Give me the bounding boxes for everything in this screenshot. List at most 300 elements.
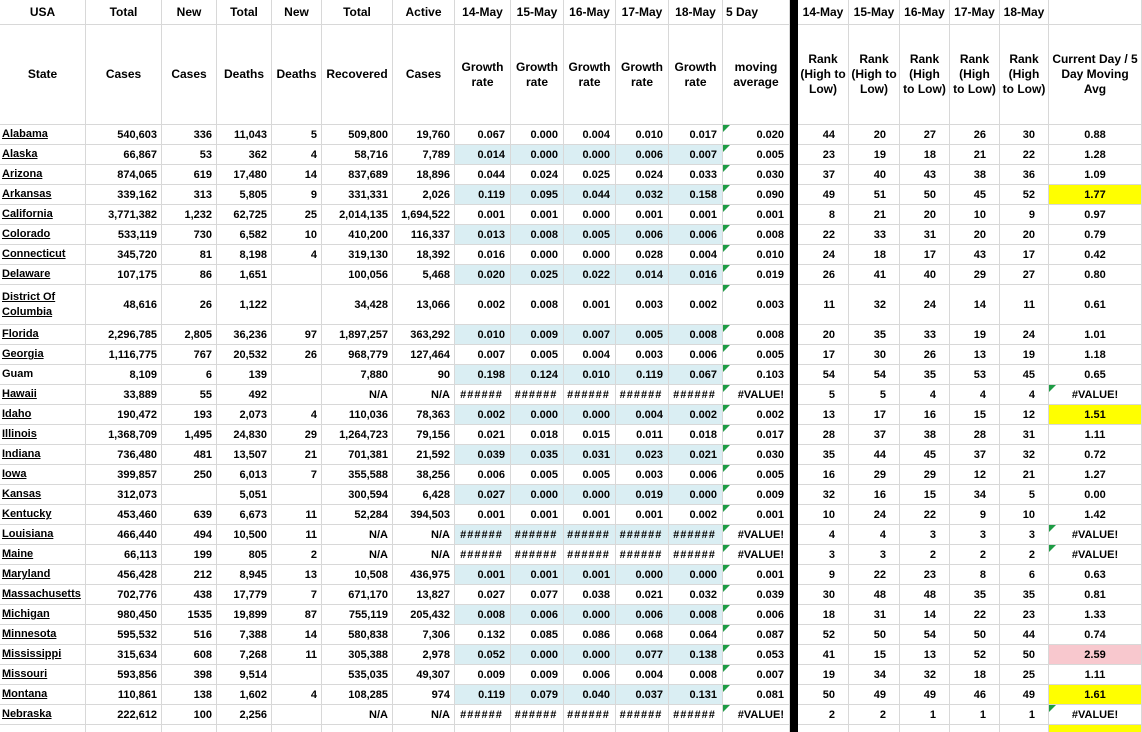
cell-active[interactable]: 436,975	[393, 565, 455, 585]
cell-rank[interactable]: 44	[1000, 625, 1049, 645]
cell-rank[interactable]: 32	[798, 485, 849, 505]
cell-rank[interactable]: 44	[798, 125, 849, 145]
cell-current-vs-avg[interactable]: 0.81	[1049, 585, 1142, 605]
cell-growth-rate[interactable]: 0.024	[511, 165, 564, 185]
cell-rec[interactable]: 1,264,723	[322, 425, 393, 445]
cell-moving-average[interactable]: #VALUE!	[723, 705, 790, 725]
header-cell[interactable]: 18-May	[669, 0, 723, 25]
cell-active[interactable]: 205,432	[393, 605, 455, 625]
cell-rank[interactable]: 13	[900, 645, 950, 665]
cell-rank[interactable]: 49	[900, 685, 950, 705]
state-link[interactable]: Indiana	[2, 448, 41, 461]
cell-growth-rate[interactable]: 0.032	[616, 185, 669, 205]
cell-active[interactable]: 18,896	[393, 165, 455, 185]
cell-growth-rate[interactable]: 0.000	[564, 645, 616, 665]
state-cell[interactable]	[0, 605, 86, 625]
cell-active[interactable]: 38,256	[393, 465, 455, 485]
cell-growth-rate[interactable]: 0.009	[511, 665, 564, 685]
cell-growth-rate[interactable]: 0.020	[455, 265, 511, 285]
cell-rank[interactable]: 5	[849, 385, 900, 405]
header-cell[interactable]: Recovered	[322, 25, 393, 125]
cell-growth-rate[interactable]: 0.008	[455, 605, 511, 625]
cell-growth-rate[interactable]: 0.033	[669, 165, 723, 185]
cell-rank[interactable]: 23	[1000, 605, 1049, 625]
cell-deaths[interactable]: 20,532	[217, 345, 272, 365]
cell-deaths[interactable]: 6,673	[217, 505, 272, 525]
cell-rank[interactable]: 37	[798, 165, 849, 185]
cell-rank[interactable]: 20	[849, 125, 900, 145]
cell-growth-rate[interactable]: 0.037	[616, 685, 669, 705]
cell-moving-average[interactable]: 0.081	[723, 685, 790, 705]
cell-growth-rate[interactable]: 0.131	[669, 685, 723, 705]
state-cell[interactable]	[0, 445, 86, 465]
cell-newd[interactable]: 9	[272, 185, 322, 205]
cell-rank[interactable]: 53	[950, 365, 1000, 385]
cell[interactable]	[0, 725, 86, 732]
cell-current-vs-avg[interactable]: #VALUE!	[1049, 385, 1142, 405]
cell-rank[interactable]: 4	[798, 525, 849, 545]
cell-growth-rate[interactable]: 0.017	[669, 125, 723, 145]
cell-growth-rate[interactable]: 0.009	[511, 325, 564, 345]
cell-rank[interactable]: 22	[1000, 145, 1049, 165]
cell-rank[interactable]: 32	[1000, 445, 1049, 465]
cell-rank[interactable]: 19	[950, 325, 1000, 345]
cell-rank[interactable]: 15	[900, 485, 950, 505]
cell-deaths[interactable]: 1,602	[217, 685, 272, 705]
cell-rank[interactable]: 37	[950, 445, 1000, 465]
state-link[interactable]: Georgia	[2, 348, 44, 361]
state-cell[interactable]	[0, 645, 86, 665]
cell-new[interactable]: 53	[162, 145, 217, 165]
cell-deaths[interactable]: 10,500	[217, 525, 272, 545]
cell-rec[interactable]: 837,689	[322, 165, 393, 185]
cell-current-vs-avg[interactable]: 0.00	[1049, 485, 1142, 505]
cell-new[interactable]: 494	[162, 525, 217, 545]
state-cell[interactable]	[0, 545, 86, 565]
cell-growth-rate[interactable]: 0.068	[616, 625, 669, 645]
cell-rank[interactable]: 17	[1000, 245, 1049, 265]
cell-newd[interactable]: 7	[272, 465, 322, 485]
header-cell[interactable]: 5 Day	[723, 0, 790, 25]
cell-rank[interactable]: 52	[1000, 185, 1049, 205]
cell-growth-rate[interactable]: ######	[455, 385, 511, 405]
cell-growth-rate[interactable]: 0.077	[616, 645, 669, 665]
cell-newd[interactable]: 4	[272, 405, 322, 425]
header-cell[interactable]: Total	[322, 0, 393, 25]
cell-growth-rate[interactable]: 0.006	[564, 665, 616, 685]
cell-active[interactable]: N/A	[393, 385, 455, 405]
state-link[interactable]: Colorado	[2, 228, 51, 241]
header-cell[interactable]: 16-May	[900, 0, 950, 25]
cell-rank[interactable]: 50	[1000, 645, 1049, 665]
cell-growth-rate[interactable]: 0.002	[669, 285, 723, 325]
state-cell[interactable]	[0, 285, 86, 325]
cell-rank[interactable]: 29	[900, 465, 950, 485]
header-cell[interactable]: 17-May	[616, 0, 669, 25]
cell-active[interactable]: 5,468	[393, 265, 455, 285]
cell-new[interactable]: 199	[162, 545, 217, 565]
cell-current-vs-avg[interactable]: 1.09	[1049, 165, 1142, 185]
cell-deaths[interactable]: 8,945	[217, 565, 272, 585]
cell-rank[interactable]: 9	[798, 565, 849, 585]
cell-active[interactable]: N/A	[393, 525, 455, 545]
cell-growth-rate[interactable]: 0.005	[616, 325, 669, 345]
cell-current-vs-avg[interactable]: 0.42	[1049, 245, 1142, 265]
cell-growth-rate[interactable]: 0.000	[564, 405, 616, 425]
state-link[interactable]: Minnesota	[2, 628, 57, 641]
cell-newd[interactable]	[272, 365, 322, 385]
cell-growth-rate[interactable]: 0.000	[511, 145, 564, 165]
cell-growth-rate[interactable]: 0.001	[511, 565, 564, 585]
header-cell[interactable]: 18-May	[1000, 0, 1049, 25]
cell-rank[interactable]: 27	[1000, 265, 1049, 285]
cell-moving-average[interactable]: 0.005	[723, 145, 790, 165]
cell-rank[interactable]: 15	[849, 645, 900, 665]
cell[interactable]	[272, 725, 322, 732]
cell-newd[interactable]	[272, 385, 322, 405]
cell-cases[interactable]: 66,867	[86, 145, 162, 165]
state-link[interactable]: Alabama	[2, 128, 48, 141]
cell-current-vs-avg[interactable]: 0.97	[1049, 205, 1142, 225]
cell-rank[interactable]: 18	[950, 665, 1000, 685]
cell-rank[interactable]: 23	[900, 565, 950, 585]
cell-rank[interactable]: 5	[1000, 485, 1049, 505]
cell-deaths[interactable]: 7,268	[217, 645, 272, 665]
cell-rank[interactable]: 1	[950, 705, 1000, 725]
cell-rank[interactable]: 14	[950, 285, 1000, 325]
state-cell[interactable]	[0, 405, 86, 425]
cell-rank[interactable]: 44	[849, 445, 900, 465]
cell-rank[interactable]: 26	[950, 125, 1000, 145]
cell-new[interactable]: 81	[162, 245, 217, 265]
cell-rec[interactable]: 1,897,257	[322, 325, 393, 345]
cell-rank[interactable]: 13	[798, 405, 849, 425]
cell-rec[interactable]: 355,588	[322, 465, 393, 485]
cell-growth-rate[interactable]: 0.095	[511, 185, 564, 205]
cell-newd[interactable]: 5	[272, 125, 322, 145]
cell-rank[interactable]: 3	[849, 545, 900, 565]
cell-current-vs-avg[interactable]: 1.01	[1049, 325, 1142, 345]
cell-newd[interactable]	[272, 705, 322, 725]
cell-rec[interactable]: 319,130	[322, 245, 393, 265]
cell-cases[interactable]: 222,612	[86, 705, 162, 725]
cell-moving-average[interactable]: 0.030	[723, 445, 790, 465]
cell-rec[interactable]: 108,285	[322, 685, 393, 705]
state-link[interactable]: Mississippi	[2, 648, 62, 661]
cell-rank[interactable]: 35	[950, 585, 1000, 605]
cell-active[interactable]: 394,503	[393, 505, 455, 525]
state-link[interactable]: Arkansas	[2, 188, 52, 201]
cell-rank[interactable]: 24	[849, 505, 900, 525]
cell-growth-rate[interactable]: 0.006	[669, 465, 723, 485]
cell-newd[interactable]: 14	[272, 625, 322, 645]
cell-growth-rate[interactable]: 0.024	[616, 165, 669, 185]
cell-growth-rate[interactable]: ######	[564, 705, 616, 725]
header-cell[interactable]: Rank (High to Low)	[798, 25, 849, 125]
state-cell[interactable]	[0, 625, 86, 645]
cell-growth-rate[interactable]: 0.021	[455, 425, 511, 445]
cell-rank[interactable]: 19	[1000, 345, 1049, 365]
cell-growth-rate[interactable]: 0.015	[564, 425, 616, 445]
cell-rank[interactable]: 9	[1000, 205, 1049, 225]
cell-rec[interactable]: 968,779	[322, 345, 393, 365]
state-cell[interactable]	[0, 225, 86, 245]
state-cell[interactable]	[0, 205, 86, 225]
cell-rank[interactable]: 54	[798, 365, 849, 385]
cell-new[interactable]: 1,495	[162, 425, 217, 445]
cell-rec[interactable]: 52,284	[322, 505, 393, 525]
cell-growth-rate[interactable]: ######	[616, 705, 669, 725]
cell-growth-rate[interactable]: 0.025	[511, 265, 564, 285]
cell-moving-average[interactable]: 0.002	[723, 405, 790, 425]
cell-current-vs-avg[interactable]: #VALUE!	[1049, 525, 1142, 545]
cell-growth-rate[interactable]: 0.005	[564, 225, 616, 245]
cell-moving-average[interactable]: 0.019	[723, 265, 790, 285]
cell-newd[interactable]: 11	[272, 645, 322, 665]
state-link[interactable]: Montana	[2, 688, 48, 701]
cell-cases[interactable]: 345,720	[86, 245, 162, 265]
cell[interactable]	[162, 725, 217, 732]
state-cell[interactable]	[0, 665, 86, 685]
cell-growth-rate[interactable]: ######	[564, 545, 616, 565]
cell-current-vs-avg[interactable]: 0.80	[1049, 265, 1142, 285]
cell-growth-rate[interactable]: ######	[564, 385, 616, 405]
cell-growth-rate[interactable]: 0.006	[616, 605, 669, 625]
cell-rank[interactable]: 41	[849, 265, 900, 285]
state-link[interactable]: Missouri	[2, 668, 48, 681]
cell-new[interactable]: 398	[162, 665, 217, 685]
cell-rank[interactable]: 36	[1000, 165, 1049, 185]
cell-rank[interactable]: 17	[900, 245, 950, 265]
cell-rank[interactable]: 28	[798, 425, 849, 445]
cell-rank[interactable]: 48	[900, 585, 950, 605]
cell-rank[interactable]: 13	[950, 345, 1000, 365]
cell-rank[interactable]: 4	[1000, 385, 1049, 405]
cell-growth-rate[interactable]: 0.132	[455, 625, 511, 645]
cell-new[interactable]: 730	[162, 225, 217, 245]
cell-newd[interactable]: 11	[272, 505, 322, 525]
cell-new[interactable]: 100	[162, 705, 217, 725]
cell-cases[interactable]: 980,450	[86, 605, 162, 625]
cell-growth-rate[interactable]: 0.039	[455, 445, 511, 465]
cell-deaths[interactable]: 19,899	[217, 605, 272, 625]
state-cell[interactable]	[0, 385, 86, 405]
cell-deaths[interactable]: 492	[217, 385, 272, 405]
cell-rank[interactable]: 22	[798, 225, 849, 245]
cell-growth-rate[interactable]: 0.023	[616, 445, 669, 465]
cell-new[interactable]: 26	[162, 285, 217, 325]
cell-growth-rate[interactable]: 0.052	[455, 645, 511, 665]
cell-rec[interactable]: N/A	[322, 385, 393, 405]
cell-new[interactable]: 481	[162, 445, 217, 465]
state-link[interactable]: District Of Columbia	[2, 290, 56, 318]
cell-new[interactable]: 639	[162, 505, 217, 525]
cell-growth-rate[interactable]: 0.028	[616, 245, 669, 265]
cell[interactable]	[455, 725, 511, 732]
cell-active[interactable]: 21,592	[393, 445, 455, 465]
cell-rank[interactable]: 29	[950, 265, 1000, 285]
state-cell[interactable]	[0, 465, 86, 485]
cell-growth-rate[interactable]: 0.002	[669, 405, 723, 425]
cell-rank[interactable]: 33	[849, 225, 900, 245]
cell-current-vs-avg[interactable]: 0.72	[1049, 445, 1142, 465]
cell-current-vs-avg[interactable]: 2.59	[1049, 645, 1142, 665]
cell-rank[interactable]: 2	[849, 705, 900, 725]
cell[interactable]	[950, 725, 1000, 732]
cell-rank[interactable]: 19	[849, 145, 900, 165]
cell-deaths[interactable]: 13,507	[217, 445, 272, 465]
cell-growth-rate[interactable]: ######	[616, 525, 669, 545]
cell-rank[interactable]: 54	[849, 365, 900, 385]
cell-active[interactable]: 7,789	[393, 145, 455, 165]
cell-rank[interactable]: 35	[900, 365, 950, 385]
state-cell[interactable]	[0, 185, 86, 205]
cell-growth-rate[interactable]: ######	[669, 385, 723, 405]
cell-growth-rate[interactable]: 0.001	[455, 205, 511, 225]
cell-growth-rate[interactable]: 0.003	[616, 465, 669, 485]
cell-rank[interactable]: 4	[849, 525, 900, 545]
cell-rank[interactable]: 50	[798, 685, 849, 705]
cell-growth-rate[interactable]: 0.079	[511, 685, 564, 705]
cell-deaths[interactable]: 9,514	[217, 665, 272, 685]
cell-growth-rate[interactable]: 0.044	[455, 165, 511, 185]
cell-moving-average[interactable]: 0.005	[723, 465, 790, 485]
cell-growth-rate[interactable]: 0.004	[669, 245, 723, 265]
cell-new[interactable]: 313	[162, 185, 217, 205]
cell-cases[interactable]: 315,634	[86, 645, 162, 665]
cell-rank[interactable]: 43	[900, 165, 950, 185]
header-cell[interactable]: Total	[217, 0, 272, 25]
cell-growth-rate[interactable]: 0.000	[511, 645, 564, 665]
cell-active[interactable]: 78,363	[393, 405, 455, 425]
cell-active[interactable]: 6,428	[393, 485, 455, 505]
cell-new[interactable]: 336	[162, 125, 217, 145]
cell-growth-rate[interactable]: 0.001	[511, 205, 564, 225]
cell-current-vs-avg[interactable]: 0.79	[1049, 225, 1142, 245]
cell-new[interactable]: 516	[162, 625, 217, 645]
cell-newd[interactable]: 87	[272, 605, 322, 625]
cell-rank[interactable]: 48	[849, 585, 900, 605]
cell-rank[interactable]: 3	[1000, 525, 1049, 545]
cell-growth-rate[interactable]: 0.000	[511, 125, 564, 145]
cell-rank[interactable]: 8	[950, 565, 1000, 585]
cell-cases[interactable]: 736,480	[86, 445, 162, 465]
cell-rec[interactable]: 671,170	[322, 585, 393, 605]
cell-rec[interactable]: 58,716	[322, 145, 393, 165]
cell-rec[interactable]: 110,036	[322, 405, 393, 425]
cell-current-vs-avg[interactable]: 1.11	[1049, 425, 1142, 445]
cell-growth-rate[interactable]: ######	[616, 545, 669, 565]
cell-active[interactable]: 2,978	[393, 645, 455, 665]
cell-cases[interactable]: 399,857	[86, 465, 162, 485]
cell-growth-rate[interactable]: 0.021	[616, 585, 669, 605]
cell-current-vs-avg[interactable]: 1.27	[1049, 465, 1142, 485]
cell-rank[interactable]: 14	[900, 605, 950, 625]
cell-rank[interactable]: 16	[798, 465, 849, 485]
cell-newd[interactable]: 4	[272, 245, 322, 265]
cell-active[interactable]: 19,760	[393, 125, 455, 145]
cell-rank[interactable]: 8	[798, 205, 849, 225]
header-cell[interactable]: Growth rate	[455, 25, 511, 125]
state-link[interactable]: Michigan	[2, 608, 50, 621]
cell-rec[interactable]: 755,119	[322, 605, 393, 625]
cell-deaths[interactable]: 17,779	[217, 585, 272, 605]
cell-growth-rate[interactable]: 0.008	[669, 325, 723, 345]
cell-growth-rate[interactable]: 0.011	[616, 425, 669, 445]
cell-active[interactable]: N/A	[393, 545, 455, 565]
cell-rank[interactable]: 21	[950, 145, 1000, 165]
state-cell[interactable]	[0, 325, 86, 345]
state-link[interactable]: Delaware	[2, 268, 51, 281]
cell-rank[interactable]: 33	[900, 325, 950, 345]
cell-moving-average[interactable]: 0.020	[723, 125, 790, 145]
state-link[interactable]: Florida	[2, 328, 39, 341]
cell-rank[interactable]: 31	[900, 225, 950, 245]
state-cell[interactable]	[0, 145, 86, 165]
cell-current-vs-avg[interactable]: 1.42	[1049, 505, 1142, 525]
cell-rank[interactable]: 41	[798, 645, 849, 665]
cell-rank[interactable]: 20	[900, 205, 950, 225]
cell-moving-average[interactable]: 0.001	[723, 205, 790, 225]
state-link[interactable]: Maine	[2, 548, 34, 561]
cell-cases[interactable]: 593,856	[86, 665, 162, 685]
cell-growth-rate[interactable]: 0.019	[616, 485, 669, 505]
cell-current-vs-avg[interactable]: 1.77	[1049, 185, 1142, 205]
state-cell[interactable]	[0, 685, 86, 705]
cell-growth-rate[interactable]: 0.001	[616, 505, 669, 525]
cell-deaths[interactable]: 17,480	[217, 165, 272, 185]
cell-rank[interactable]: 31	[849, 605, 900, 625]
cell-rank[interactable]: 50	[950, 625, 1000, 645]
cell-rank[interactable]: 28	[950, 425, 1000, 445]
cell-cases[interactable]: 312,073	[86, 485, 162, 505]
cell-moving-average[interactable]: 0.090	[723, 185, 790, 205]
cell-moving-average[interactable]: 0.005	[723, 345, 790, 365]
cell-current-vs-avg[interactable]: 0.74	[1049, 625, 1142, 645]
cell-rank[interactable]: 35	[1000, 585, 1049, 605]
cell-new[interactable]: 1535	[162, 605, 217, 625]
cell-cases[interactable]: 190,472	[86, 405, 162, 425]
cell[interactable]	[217, 725, 272, 732]
cell-growth-rate[interactable]: 0.001	[564, 285, 616, 325]
cell-growth-rate[interactable]: 0.001	[511, 505, 564, 525]
state-cell[interactable]	[0, 245, 86, 265]
cell[interactable]	[900, 725, 950, 732]
cell-rank[interactable]: 21	[849, 205, 900, 225]
cell-active[interactable]: N/A	[393, 705, 455, 725]
cell-growth-rate[interactable]: ######	[564, 525, 616, 545]
cell-newd[interactable]: 7	[272, 585, 322, 605]
cell-rank[interactable]: 2	[950, 545, 1000, 565]
cell-growth-rate[interactable]: 0.016	[669, 265, 723, 285]
cell-moving-average[interactable]: 0.008	[723, 325, 790, 345]
header-cell[interactable]: 15-May	[511, 0, 564, 25]
cell-cases[interactable]: 1,368,709	[86, 425, 162, 445]
cell-rank[interactable]: 26	[798, 265, 849, 285]
cell-rank[interactable]: 30	[798, 585, 849, 605]
cell-new[interactable]: 55	[162, 385, 217, 405]
cell-cases[interactable]: 33,889	[86, 385, 162, 405]
cell-growth-rate[interactable]: ######	[511, 545, 564, 565]
cell-growth-rate[interactable]: 0.005	[564, 465, 616, 485]
cell-rank[interactable]: 11	[798, 285, 849, 325]
cell-deaths[interactable]: 5,051	[217, 485, 272, 505]
cell-rank[interactable]: 4	[950, 385, 1000, 405]
header-cell[interactable]: New	[272, 0, 322, 25]
cell-growth-rate[interactable]: 0.018	[511, 425, 564, 445]
cell-newd[interactable]: 26	[272, 345, 322, 365]
cell-moving-average[interactable]: 0.001	[723, 565, 790, 585]
